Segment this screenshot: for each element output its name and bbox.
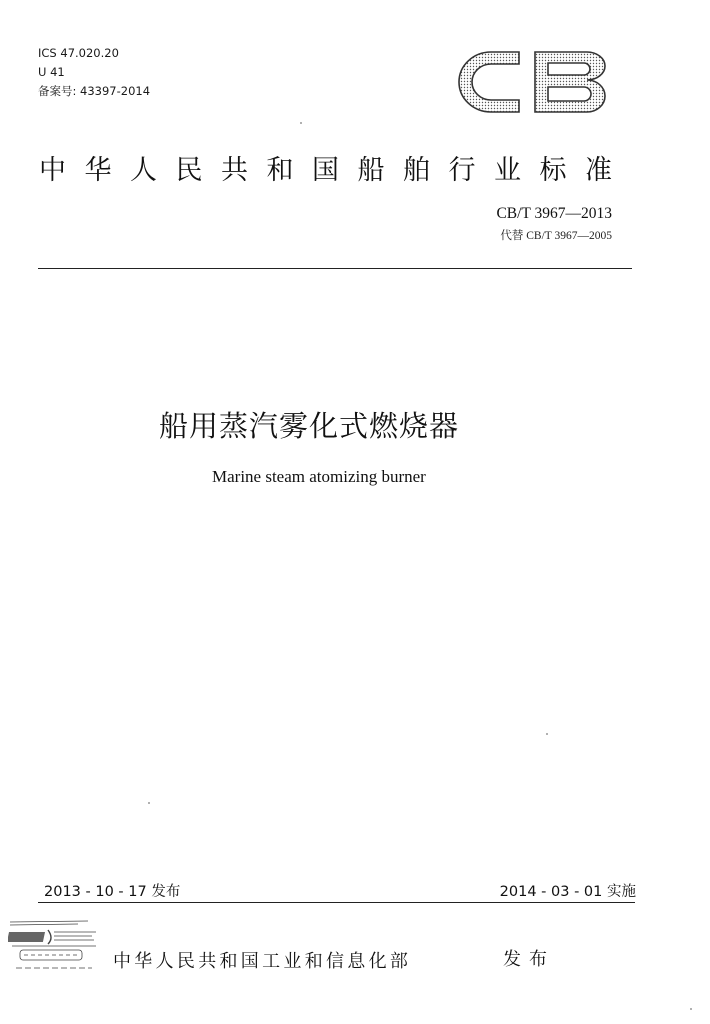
ccs-code: U 41	[38, 65, 65, 79]
standard-number: CB/T 3967—2013	[496, 205, 612, 222]
metadata-block	[38, 44, 150, 101]
implementation-date: 2014 - 03 - 01 实施	[499, 884, 636, 900]
publisher-name: 中华人民共和国工业和信息化部	[113, 951, 412, 972]
scan-speck	[148, 802, 150, 804]
document-title-chinese: 船用蒸汽雾化式燃烧器	[159, 409, 460, 443]
replaces-note: 代替 CB/T 3967—2005	[500, 230, 612, 242]
issue-date: 2013 - 10 - 17 发布	[44, 884, 181, 900]
scan-speck	[690, 1008, 692, 1010]
standard-type-heading: 中华人民共和国船舶行业标准	[39, 155, 631, 186]
publisher-stamp	[8, 918, 100, 982]
footer-divider	[38, 902, 635, 903]
record-number: 备案号: 43397-2014	[38, 84, 151, 98]
standard-code-block	[496, 205, 612, 243]
document-title-english: Marine steam atomizing burner	[212, 467, 426, 486]
scan-speck	[300, 122, 302, 124]
scan-speck	[546, 733, 548, 735]
cb-logo	[451, 44, 619, 120]
ics-code: ICS 47.020.20	[38, 46, 119, 60]
publish-label: 发布	[503, 949, 555, 970]
header-divider	[38, 268, 632, 269]
